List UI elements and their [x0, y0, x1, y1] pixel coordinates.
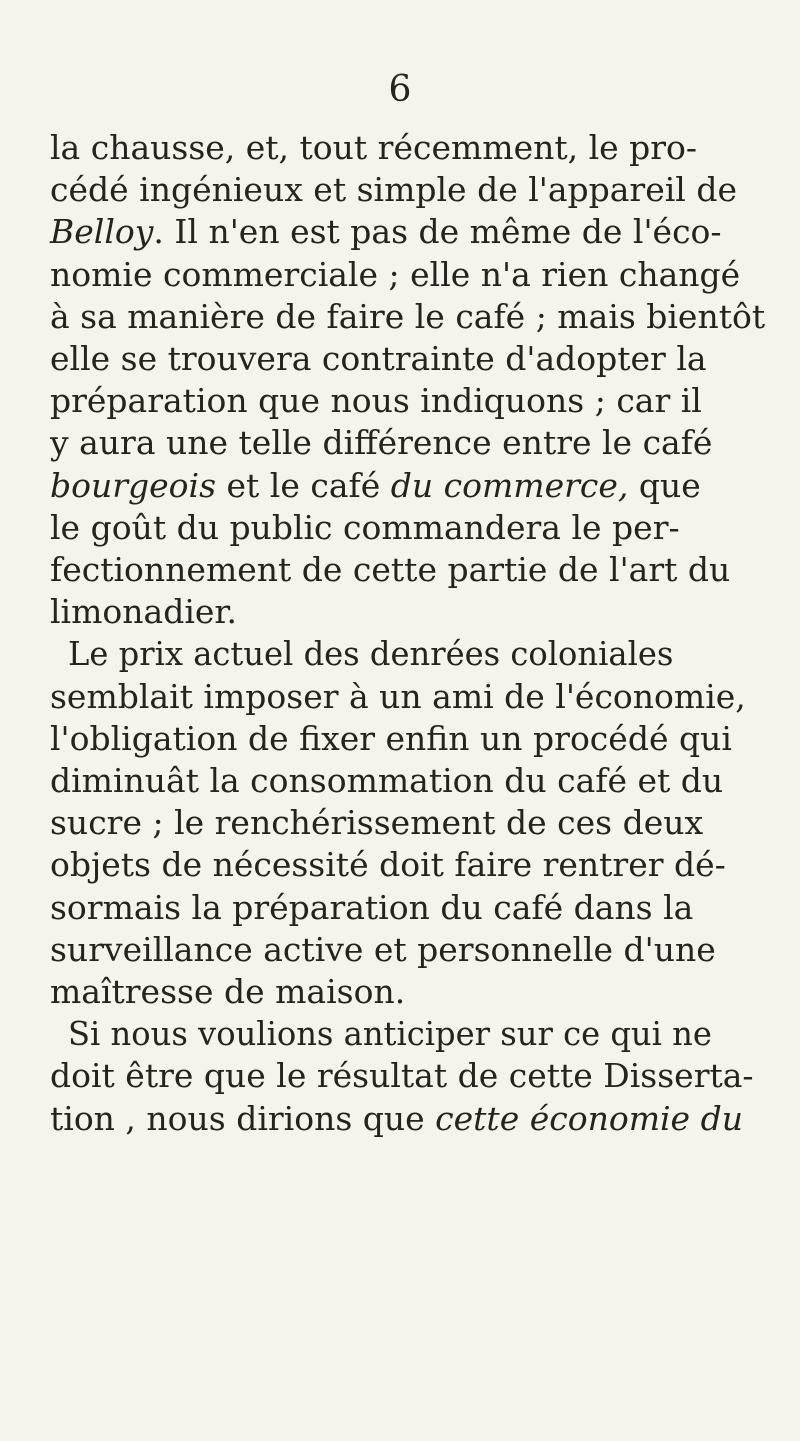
text-run: fectionnement de cette partie de l'art du — [50, 550, 731, 589]
text-line — [50, 128, 755, 168]
text-run: semblait imposer à un ami de l'économie, — [50, 676, 746, 716]
text-line — [50, 719, 755, 759]
text-run: surveillance active et personnelle d'une — [50, 929, 716, 969]
text-run: Si nous voulions anticiper sur ce qui ne — [68, 1014, 712, 1054]
text-run: maîtresse de maison. — [50, 972, 406, 1011]
text-run: le goût du public commandera le per- — [50, 507, 680, 547]
text-line — [50, 550, 755, 590]
text-line — [68, 1014, 755, 1054]
text-line — [50, 677, 755, 717]
text-run: préparation que nous indiquons ; car il — [50, 381, 702, 421]
text-line — [50, 1056, 755, 1096]
text-run: limonadier. — [50, 592, 238, 632]
text-line — [50, 170, 755, 210]
text-line — [50, 761, 755, 801]
text-line — [50, 972, 755, 1012]
text-run: . Il n'en est pas de même de l'éco- — [153, 212, 722, 252]
text-run: cédé ingénieux et simple de l'appareil de — [50, 170, 737, 210]
text-run: l'obligation de fixer enfin un procédé qui — [50, 718, 732, 758]
text-line — [50, 212, 755, 252]
page-number: 6 — [388, 69, 412, 110]
text-line — [50, 339, 755, 379]
text-line — [50, 381, 755, 421]
text-run: nomie commerciale ; elle n'a rien changé — [50, 254, 741, 294]
italic-text: bourgeois — [50, 465, 217, 505]
text-run: la chausse, et, tout récemment, le pro- — [50, 128, 698, 167]
text-line — [50, 508, 755, 548]
text-line — [50, 845, 755, 885]
text-line — [50, 423, 755, 463]
text-run: Le prix actuel des denrées coloniales — [68, 634, 674, 674]
text-run: diminuât la consommation du café et du — [50, 761, 724, 800]
text-run: sucre ; le renchérissement de ces deux — [50, 803, 704, 843]
text-line — [50, 803, 755, 843]
text-run: doit être que le résultat de cette Disserta- — [50, 1056, 754, 1096]
text-line — [68, 634, 755, 674]
italic-text: du commerce, — [390, 465, 629, 505]
text-line — [50, 888, 755, 928]
italic-text: cette économie du — [435, 1098, 743, 1138]
text-run: elle se trouvera contrainte d'adopter la — [50, 339, 707, 378]
text-line — [50, 1099, 755, 1139]
text-line — [50, 592, 755, 632]
text-run: et le café — [216, 465, 391, 505]
text-run: objets de nécessité doit faire rentrer dé- — [50, 845, 726, 885]
text-run: sormais la préparation du café dans la — [50, 887, 694, 927]
text-run: que — [628, 465, 701, 505]
text-line — [50, 255, 755, 295]
italic-text: Belloy — [50, 212, 154, 252]
text-run: y aura une telle différence entre le café — [50, 423, 713, 463]
text-line — [50, 930, 755, 970]
text-run: à sa manière de faire le café ; mais bientôt — [50, 296, 766, 336]
text-run: tion , nous dirions que — [50, 1098, 436, 1138]
text-line — [50, 466, 755, 506]
text-line — [50, 296, 766, 337]
